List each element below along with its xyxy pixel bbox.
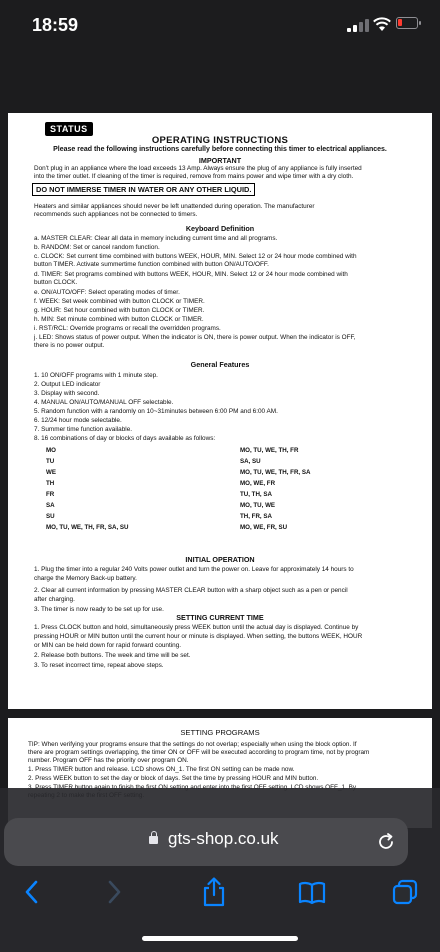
current-time-line: or MIN can be held down for rapid forward counting. — [34, 642, 182, 649]
day-combination: TH, FR, SA — [240, 513, 272, 520]
status-time: 18:59 — [32, 15, 79, 35]
doc-intro: Please read the following instructions carefully before connecting this timer to electrical appliances. — [53, 146, 387, 153]
initial-line: 1. Plug the timer into a regular 240 Volts power outlet and turn the power on. Leave for approximately 14 hours to — [34, 566, 354, 573]
feature-line: 5. Random function with a randomly on 10~31minutes between 6:00 PM and 6:00 AM. — [34, 408, 278, 415]
feature-line: 1. 10 ON/OFF programs with 1 minute step. — [34, 372, 158, 379]
browser-toolbar-area — [0, 788, 440, 952]
feature-line: 6. 12/24 hour mode selectable. — [34, 417, 122, 424]
status-bar — [0, 0, 440, 50]
keyboard-heading: Keyboard Definition — [185, 224, 255, 233]
keyboard-line: button CLOCK. — [34, 279, 78, 286]
url-text[interactable]: gts-shop.co.uk — [168, 829, 279, 848]
day-combination: SA, SU — [240, 458, 261, 465]
programs-line: there are program settings overlapping, the timer ON or OFF will be executed according to program time, not by program — [28, 749, 370, 756]
current-time-heading: SETTING CURRENT TIME — [176, 613, 264, 622]
programs-line: TIP: When verifying your programs ensure that the settings do not overlap; especially when using the block option. If — [28, 741, 357, 748]
heater-line: recommends such appliances not be connected to timers. — [34, 211, 198, 218]
initial-line: after charging. — [34, 596, 75, 603]
initial-operation-heading: INITIAL OPERATION — [185, 555, 255, 564]
forward-icon[interactable] — [98, 876, 128, 908]
day-combination: TH — [46, 480, 55, 487]
day-combination: MO, TU, WE, TH, FR, SA, SU — [46, 524, 129, 531]
heater-line: Heaters and similar appliances should never be left unattended during operation. The manufacturer — [34, 203, 315, 210]
bookmarks-icon[interactable] — [297, 876, 327, 908]
instruction-sheet — [8, 113, 432, 709]
keyboard-line: c. CLOCK: Set current time combined with buttons WEEK, HOUR, MIN. Select 12 or 24 hour mode combined with — [34, 253, 357, 260]
day-combination: MO, TU, WE — [240, 502, 276, 509]
features-heading: General Features — [190, 360, 250, 369]
home-indicator[interactable] — [142, 936, 298, 941]
current-time-line: pressing HOUR or MIN button until the current hour or minute is displayed. When setting, the buttons WEEK, HOUR — [34, 633, 363, 640]
feature-line: 2. Output LED indicator — [34, 381, 101, 388]
feature-line: 3. Display with second. — [34, 390, 100, 397]
current-time-line: 1. Press CLOCK button and hold, simultaneously press WEEK button until the actual day is displayed. Continue by — [34, 624, 359, 631]
day-combination: MO, TU, WE, TH, FR, SA — [240, 469, 311, 476]
cellular-signal-icon — [347, 18, 371, 32]
current-time-line: 3. To reset incorrect time, repeat above steps. — [34, 662, 164, 669]
programs-line: 2. Press WEEK button to set the day or block of days. Set the time by pressing HOUR and MIN button. — [28, 775, 319, 782]
tabs-icon[interactable] — [390, 876, 420, 908]
day-combination: MO, WE, FR, SU — [240, 524, 288, 531]
feature-line: 8. 16 combinations of day or blocks of days available as follows: — [34, 435, 216, 442]
feature-line: 7. Summer time function available. — [34, 426, 133, 433]
keyboard-line: button TIMER. Activate summertime function combined with button ON/AUTO/OFF. — [34, 261, 269, 268]
setting-programs-heading: SETTING PROGRAMS — [180, 728, 260, 737]
back-icon[interactable] — [18, 876, 48, 908]
share-icon[interactable] — [199, 876, 229, 908]
lock-icon — [149, 836, 158, 844]
day-combination: WE — [46, 469, 56, 476]
initial-line: 2. Clear all current information by pressing MASTER CLEAR button with a sharp object such as a pen or pencil — [34, 587, 348, 594]
day-combination: MO, TU, WE, TH, FR — [240, 447, 299, 454]
important-line: Don't plug in an appliance where the load exceeds 13 Amp. Always ensure the plug of any appliance is fully inserted — [34, 165, 362, 172]
battery-icon — [396, 17, 418, 29]
keyboard-line: j. LED: Shows status of power output. When the indicator is ON, there is power output. When the indicator is OFF, — [34, 334, 356, 341]
programs-line: number. Program OFF has the priority over program ON. — [28, 757, 189, 764]
day-combination: SA — [46, 502, 55, 509]
keyboard-line: h. MIN: Set minute combined with button CLOCK or TIMER. — [34, 316, 204, 323]
day-combination: MO, WE, FR — [240, 480, 276, 487]
warning-box: DO NOT IMMERSE TIMER IN WATER OR ANY OTHER LIQUID. — [32, 183, 255, 196]
keyboard-line: i. RST/RCL: Override programs or recall the overridden programs. — [34, 325, 221, 332]
keyboard-line: g. HOUR: Set hour combined with button CLOCK or TIMER. — [34, 307, 205, 314]
keyboard-line: b. RANDOM: Set or cancel random function. — [34, 244, 160, 251]
day-combination: TU, TH, SA — [240, 491, 272, 498]
day-combination: TU — [46, 458, 55, 465]
keyboard-line: there is no power output. — [34, 342, 105, 349]
keyboard-line: e. ON/AUTO/OFF: Select operating modes of timer. — [34, 289, 180, 296]
day-combination: MO — [46, 447, 56, 454]
important-heading: IMPORTANT — [198, 156, 242, 165]
doc-title: OPERATING INSTRUCTIONS — [151, 135, 289, 146]
keyboard-line: a. MASTER CLEAR: Clear all data in memory including current time and all programs. — [34, 235, 278, 242]
wifi-icon — [372, 16, 392, 32]
programs-line: 1. Press TIMER button and release. LCD shows ON_1. The first ON setting can be made now. — [28, 766, 295, 773]
reload-icon[interactable] — [376, 832, 396, 852]
initial-line: 3. The timer is now ready to be set up for use. — [34, 606, 164, 613]
day-combination: FR — [46, 491, 55, 498]
keyboard-line: d. TIMER: Set programs combined with buttons WEEK, HOUR, MIN. Select 12 or 24 hour mode combined with — [34, 271, 348, 278]
keyboard-line: f. WEEK: Set week combined with button CLOCK or TIMER. — [34, 298, 205, 305]
initial-line: charge the Memory Back-up battery. — [34, 575, 137, 582]
status-logo: STATUS — [45, 122, 93, 136]
feature-line: 4. MANUAL ON/AUTO/MANUAL OFF selectable. — [34, 399, 174, 406]
day-combination: SU — [46, 513, 55, 520]
current-time-line: 2. Release both buttons. The week and time will be set. — [34, 652, 191, 659]
important-line: into the timer outlet. If cleaning of the timer is required, remove from mains power and wipe timer with a dry cloth. — [34, 173, 354, 180]
